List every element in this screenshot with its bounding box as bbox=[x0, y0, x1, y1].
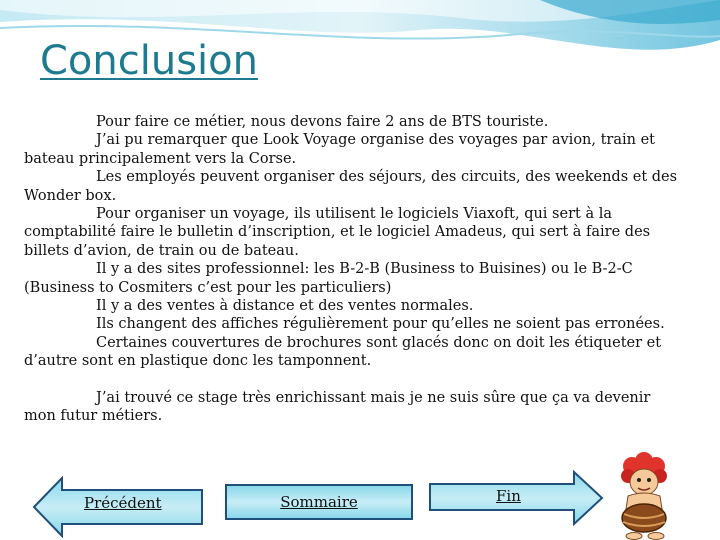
previous-button[interactable] bbox=[32, 476, 204, 538]
paragraph: Ils changent des affiches régulièrement pour qu’elles ne soient pas erronées. bbox=[96, 316, 665, 333]
paragraph: Il y a des sites professionnel: les B-2-B (Business to Buisines) ou le B-2-C (Business to Cosmiters c’est pour les particuliers) bbox=[24, 261, 633, 296]
conclusion-text bbox=[24, 113, 684, 426]
paragraph: Il y a des ventes à distance et des ventes normales. bbox=[96, 298, 474, 315]
summary-button[interactable] bbox=[225, 484, 413, 520]
summary-button-label: Sommaire bbox=[280, 493, 358, 511]
paragraph: Pour faire ce métier, nous devons faire 2 ans de BTS touriste. bbox=[96, 114, 549, 130]
end-button-label: Fin bbox=[496, 487, 521, 505]
paragraph: J’ai pu remarquer que Look Voyage organise des voyages par avion, train et bateau principalement vers la Corse. bbox=[24, 132, 656, 167]
paragraph: Pour organiser un voyage, ils utilisent le logiciels Viaxoft, qui sert à la comptabilité faire le bulletin d’inscription, et le logiciel Amadeus, qui sert à faire des billets d’avion, de train ou de bateau. bbox=[24, 206, 651, 259]
end-button[interactable] bbox=[428, 470, 604, 526]
slide-title: Conclusion bbox=[40, 38, 258, 84]
mascot-character-image bbox=[610, 452, 680, 540]
paragraph: Les employés peuvent organiser des séjours, des circuits, des weekends et des Wonder box. bbox=[24, 169, 678, 204]
paragraph: Certaines couvertures de brochures sont glacés donc on doit les étiqueter et d’autre sont en plastique donc les tamponnent. bbox=[24, 334, 662, 370]
previous-button-label: Précédent bbox=[84, 494, 162, 512]
paragraph: J’ai trouvé ce stage très enrichissant mais je ne suis sûre que ça va devenir mon futur métiers. bbox=[24, 389, 651, 425]
